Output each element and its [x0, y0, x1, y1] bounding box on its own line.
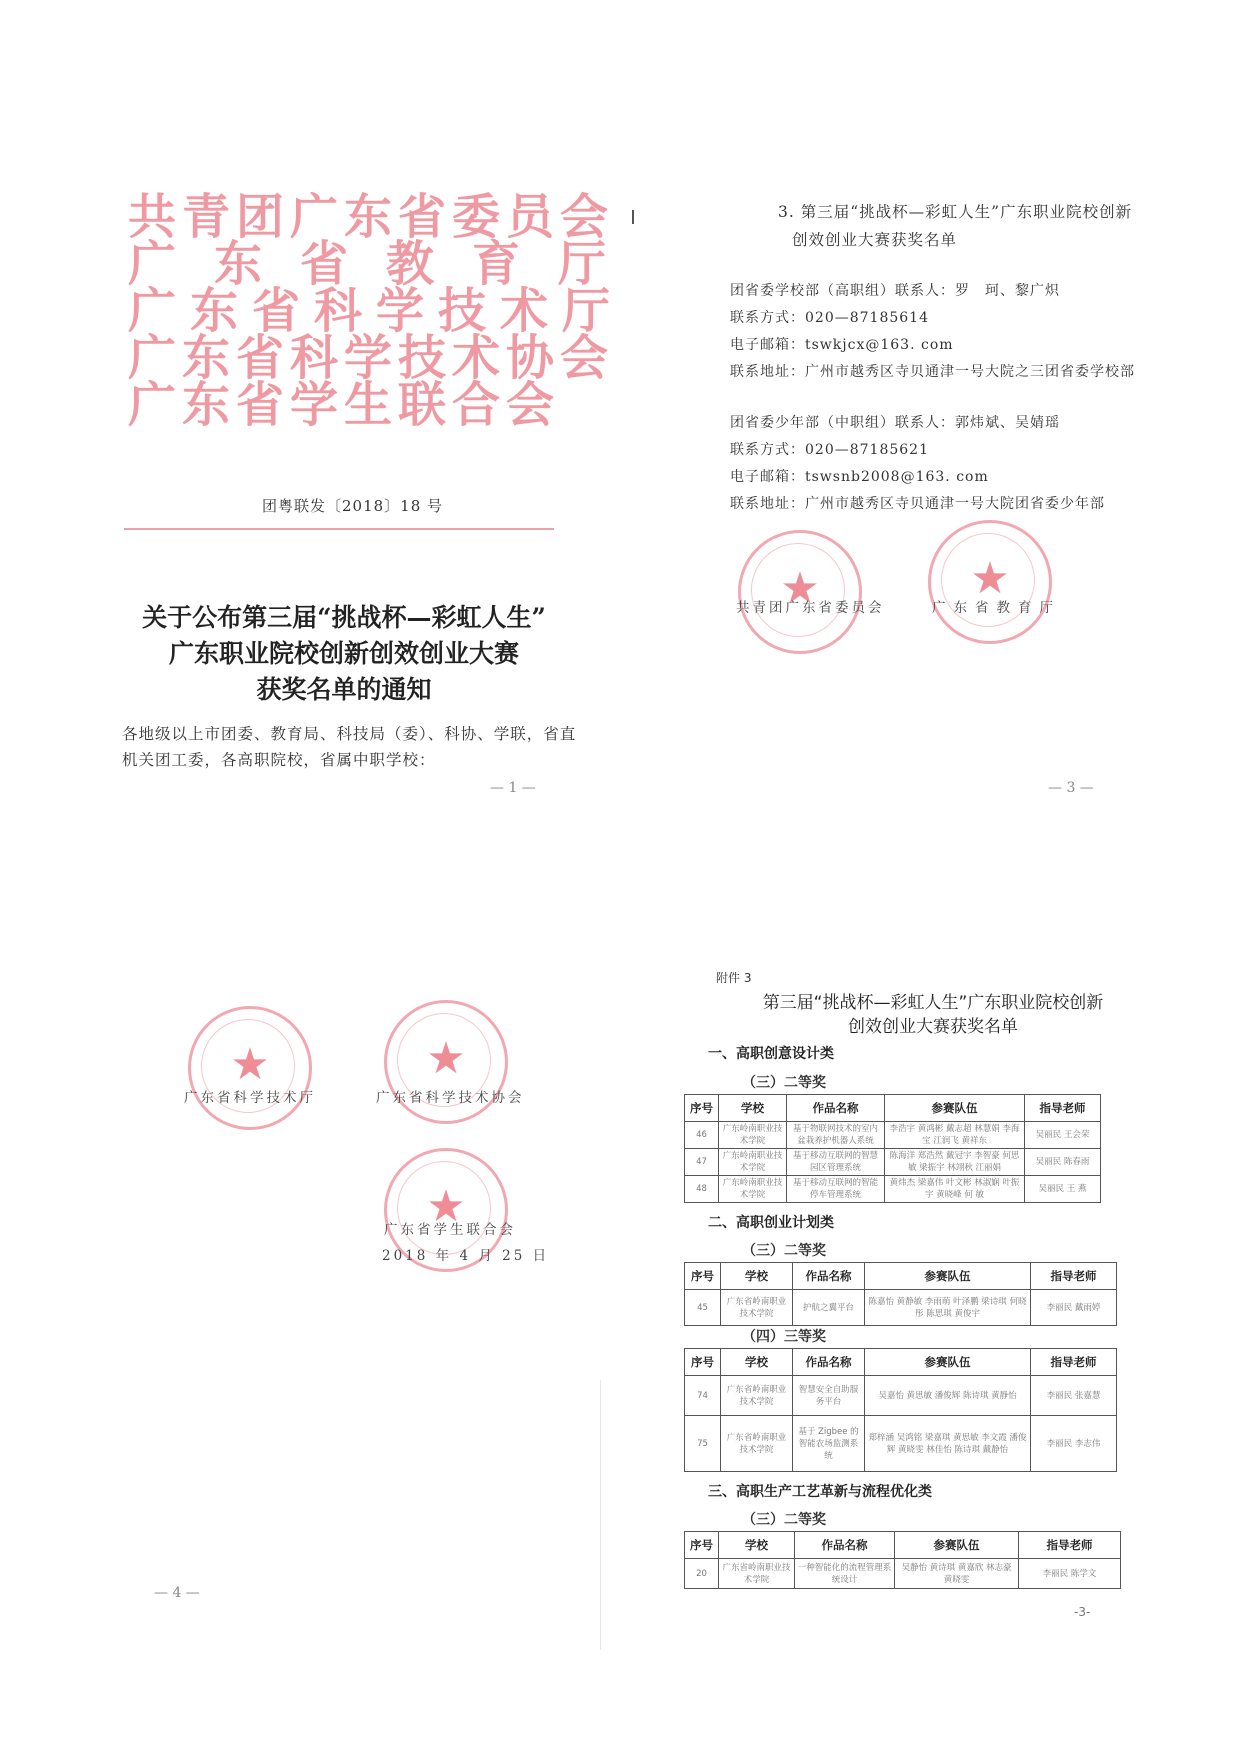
seal-caption-education-dept: 广东省教育厅	[932, 600, 1061, 616]
cell-advisor: 吴丽民 王 燕	[1025, 1176, 1101, 1203]
cell-work: 基于移动互联网的智能停车管理系统	[787, 1176, 885, 1203]
cell-team: 陈海洋 郑浩然 戴冠宇 李智豪 何思敏 梁振宇 林翊秋 江丽娟	[885, 1149, 1025, 1176]
cell-advisor: 李丽民 李志伟	[1031, 1416, 1117, 1472]
cell-work: 护航之翼平台	[793, 1290, 865, 1326]
cell-team: 吴嘉怡 黄思敏 潘俊辉 陈诗琪 黄静怡	[865, 1376, 1031, 1416]
contact-high-dept: 团省委学校部（高职组）联系人：罗 珂、黎广炽	[730, 283, 1060, 299]
star-icon: ★	[230, 1039, 270, 1090]
header-advisor: 指导老师	[1019, 1532, 1121, 1559]
cell-index: 20	[685, 1559, 719, 1589]
issuer-line-5: 广东省学生联合会	[128, 377, 561, 433]
award-table-3	[684, 1348, 1117, 1472]
category-2-title: 二、高职创业计划类	[708, 1215, 834, 1231]
header-school: 学校	[719, 1095, 787, 1122]
star-icon: ★	[426, 1033, 466, 1084]
contact-high-phone: 联系方式：020—87185614	[730, 310, 929, 326]
table-row	[685, 1376, 1117, 1416]
cell-school: 广东省岭南职业技术学院	[721, 1376, 793, 1416]
red-divider	[124, 528, 554, 530]
contact-mid-address: 联系地址：广州市越秀区寺贝通津一号大院团省委少年部	[730, 496, 1105, 512]
cell-school: 广东省岭南职业技术学院	[721, 1290, 793, 1326]
body-line-2: 机关团工委，各高职院校，省属中职学校：	[122, 751, 436, 769]
cell-work: 基于 Zigbee 的智能农场监测系统	[793, 1416, 865, 1472]
header-work: 作品名称	[793, 1349, 865, 1376]
cell-advisor: 吴丽民 王会荣	[1025, 1122, 1101, 1149]
contact-high-email: 电子邮箱：tswkjcx@163. com	[730, 337, 954, 353]
category-3-title: 三、高职生产工艺革新与流程优化类	[708, 1484, 932, 1500]
cell-advisor: 吴丽民 陈春雨	[1025, 1149, 1101, 1176]
table-row	[685, 1122, 1101, 1149]
cell-school: 广东岭南职业技术学院	[719, 1149, 787, 1176]
list-title-line-1: 第三届“挑战杯—彩虹人生”广东职业院校创新	[762, 993, 1104, 1013]
cell-school: 广东岭南职业技术学院	[719, 1122, 787, 1149]
category-2-grade-2: （四）三等奖	[742, 1329, 826, 1345]
header-work: 作品名称	[787, 1095, 885, 1122]
award-table-2	[684, 1262, 1117, 1326]
issuer-line-2: 广东省教育厅	[128, 236, 645, 292]
header-work: 作品名称	[795, 1532, 895, 1559]
cell-advisor: 李丽民 张嘉慧	[1031, 1376, 1117, 1416]
seal-caption-student-federation: 广东省学生联合会	[384, 1222, 516, 1238]
header-school: 学校	[721, 1349, 793, 1376]
contact-mid-phone: 联系方式：020—87185621	[730, 442, 929, 458]
header-team: 参赛队伍	[885, 1095, 1025, 1122]
page-number: — 3 —	[1048, 780, 1094, 796]
document-number: 团粤联发〔2018〕18 号	[262, 497, 444, 515]
cell-school: 广东省岭南职业技术学院	[721, 1416, 793, 1472]
page-number: — 4 —	[154, 1585, 200, 1601]
category-1-grade: （三）二等奖	[742, 1075, 826, 1091]
cell-school: 广东省岭南职业技术学院	[719, 1559, 795, 1589]
seal-caption-science-tech-association: 广东省科学技术协会	[376, 1090, 525, 1106]
cell-team: 黄炜杰 梁嘉伟 叶文彬 林淑娴 叶振宇 黄晓峰 何 敏	[885, 1176, 1025, 1203]
header-team: 参赛队伍	[865, 1349, 1031, 1376]
body-line-1: 各地级以上市团委、教育局、科技局（委）、科协、学联，省直	[122, 725, 577, 743]
star-icon: ★	[780, 563, 820, 614]
cell-team: 郑梓涵 吴鸿铭 梁嘉琪 黄思敏 李文霞 潘俊辉 黄晓雯 林佳怡 陈诗琪 戴静怡	[865, 1416, 1031, 1472]
header-work: 作品名称	[793, 1263, 865, 1290]
list-title-line-2: 创效创业大赛获奖名单	[848, 1017, 1018, 1037]
header-index: 序号	[685, 1095, 719, 1122]
header-index: 序号	[685, 1349, 721, 1376]
header-advisor: 指导老师	[1025, 1095, 1101, 1122]
header-index: 序号	[685, 1263, 721, 1290]
cell-index: 48	[685, 1176, 719, 1203]
cell-work: 智慧安全自助服务平台	[793, 1376, 865, 1416]
seal-youth-league	[738, 530, 862, 654]
table-row	[685, 1149, 1101, 1176]
notice-title-line-2: 广东职业院校创新创效创业大赛	[168, 639, 519, 668]
category-1-title: 一、高职创意设计类	[708, 1046, 834, 1062]
cell-index: 75	[685, 1416, 721, 1472]
header-index: 序号	[685, 1532, 719, 1559]
cell-index: 46	[685, 1122, 719, 1149]
cell-team: 李浩宇 黄鸿彬 戴志超 林慧娟 李海宝 江润飞 黄祥东	[885, 1122, 1025, 1149]
star-icon: ★	[426, 1181, 466, 1232]
issuer-line-1: 共青团广东省委员会	[128, 189, 615, 245]
cell-work: 基于移动互联网的智慧园区管理系统	[787, 1149, 885, 1176]
table-row	[685, 1290, 1117, 1326]
header-team: 参赛队伍	[895, 1532, 1019, 1559]
header-school: 学校	[719, 1532, 795, 1559]
notice-title-line-3: 获奖名单的通知	[256, 675, 432, 704]
star-icon: ★	[970, 553, 1010, 604]
category-3-grade: （三）二等奖	[742, 1512, 826, 1528]
cell-work: 基于物联网技术的室内盆栽养护机器人系统	[787, 1122, 885, 1149]
award-table-4	[684, 1531, 1121, 1589]
cell-advisor: 李丽民 陈学文	[1019, 1559, 1121, 1589]
table-row	[685, 1559, 1121, 1589]
seal-caption-science-tech-dept: 广东省科学技术厅	[184, 1090, 316, 1106]
header-advisor: 指导老师	[1031, 1263, 1117, 1290]
header-team: 参赛队伍	[865, 1263, 1031, 1290]
issuer-line-3: 广东省科学技术厅	[128, 283, 625, 339]
margin-mark	[632, 210, 634, 224]
attachment-label: 附件 3	[716, 971, 752, 985]
cell-advisor: 李丽民 戴雨婷	[1031, 1290, 1117, 1326]
page-number: — 1 —	[490, 780, 536, 796]
cell-index: 74	[685, 1376, 721, 1416]
seal-science-tech-dept	[188, 1006, 312, 1130]
table-row	[685, 1176, 1101, 1203]
cell-work: 一种智能化的流程管理系统设计	[795, 1559, 895, 1589]
attachment-line-1: 3. 第三届“挑战杯—彩虹人生”广东职业院校创新	[778, 203, 1133, 221]
cell-team: 吴静怡 黄诗琪 黄嘉欣 林志豪 黄晓雯	[895, 1559, 1019, 1589]
issuer-line-4: 广东省科学技术协会	[128, 330, 615, 386]
page-number: -3-	[1074, 1605, 1091, 1619]
header-advisor: 指导老师	[1031, 1349, 1117, 1376]
table-row	[685, 1416, 1117, 1472]
issue-date: 2018 年 4 月 25 日	[382, 1248, 550, 1264]
contact-mid-dept: 团省委少年部（中职组）联系人：郭炜斌、吴婧瑶	[730, 415, 1060, 431]
notice-title-line-1: 关于公布第三届“挑战杯—彩虹人生”	[142, 603, 546, 632]
award-table-1	[684, 1094, 1101, 1203]
header-school: 学校	[721, 1263, 793, 1290]
seal-caption-youth-league: 共青团广东省委员会	[736, 600, 885, 616]
cell-index: 45	[685, 1290, 721, 1326]
cell-team: 陈嘉怡 黄静敏 李雨萌 叶泽鹏 梁诗琪 何晓彤 陈思琪 黄俊宇	[865, 1290, 1031, 1326]
category-2-grade: （三）二等奖	[742, 1243, 826, 1259]
contact-mid-email: 电子邮箱：tswsnb2008@163. com	[730, 469, 989, 485]
fold-line	[600, 1380, 601, 1650]
cell-school: 广东岭南职业技术学院	[719, 1176, 787, 1203]
cell-index: 47	[685, 1149, 719, 1176]
seal-education-dept	[928, 520, 1052, 644]
attachment-line-2: 创效创业大赛获奖名单	[792, 231, 958, 249]
contact-high-address: 联系地址：广州市越秀区寺贝通津一号大院之三团省委学校部	[730, 364, 1135, 380]
